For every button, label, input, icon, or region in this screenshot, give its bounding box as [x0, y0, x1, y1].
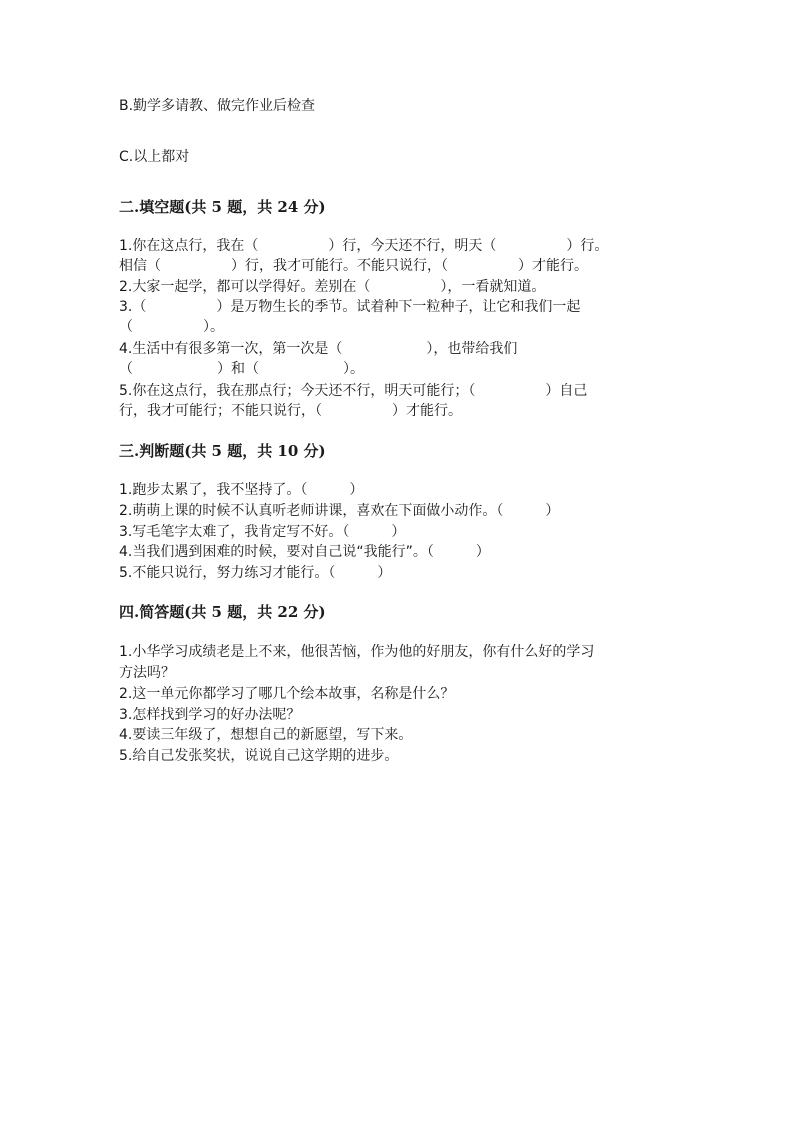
option-c: C.以上都对: [119, 149, 190, 165]
judge-line: 1.跑步太累了，我不坚持了。（ ）: [119, 482, 364, 498]
judge-line: 4.当我们遇到困难的时候，要对自己说“我能行”。（ ）: [119, 544, 490, 560]
fill-line: 4.生活中有很多第一次，第一次是（ ），也带给我们: [119, 341, 518, 357]
fill-line: 3.（ ）是万物生长的季节。试着种下一粒种子，让它和我们一起: [119, 299, 581, 315]
fill-line: （ ）和（ ）。: [119, 361, 364, 377]
answer-line: 2.这一单元你都学习了哪几个绘本故事，名称是什么？: [119, 686, 455, 702]
judge-line: 3.写毛笔字太难了，我肯定写不好。（ ）: [119, 524, 406, 540]
section-2-title: 二.填空题(共 5 题，共 24 分): [119, 198, 326, 216]
fill-line: 相信（ ）行，我才可能行。不能只说行，（ ）才能行。: [119, 258, 588, 274]
answer-line: 3.怎样找到学习的好办法呢？: [119, 707, 301, 723]
fill-line: 1.你在这点行，我在（ ）行，今天还不行，明天（ ）行。: [119, 238, 609, 254]
option-b: B.勤学多请教、做完作业后检查: [119, 98, 316, 114]
fill-line: 行，我才可能行；不能只说行，（ ）才能行。: [119, 403, 462, 419]
section-3-title: 三.判断题(共 5 题，共 10 分): [119, 442, 326, 460]
section-4-title: 四.简答题(共 5 题，共 22 分): [119, 603, 326, 621]
answer-line: 5.给自己发张奖状，说说自己这学期的进步。: [119, 748, 399, 764]
answer-line: 方法吗？: [119, 665, 175, 681]
judge-line: 2.萌萌上课的时候不认真听老师讲课，喜欢在下面做小动作。（ ）: [119, 503, 560, 519]
answer-line: 1.小华学习成绩老是上不来，他很苦恼，作为他的好朋友，你有什么好的学习: [119, 644, 595, 660]
fill-line: 5.你在这点行，我在那点行；今天还不行，明天可能行；（ ）自己: [119, 383, 588, 399]
judge-line: 5.不能只说行，努力练习才能行。（ ）: [119, 565, 392, 581]
answer-line: 4.要读三年级了，想想自己的新愿望，写下来。: [119, 727, 413, 743]
fill-line: 2.大家一起学，都可以学得好。差别在（ ），一看就知道。: [119, 279, 546, 295]
fill-line: （ ）。: [119, 319, 224, 335]
